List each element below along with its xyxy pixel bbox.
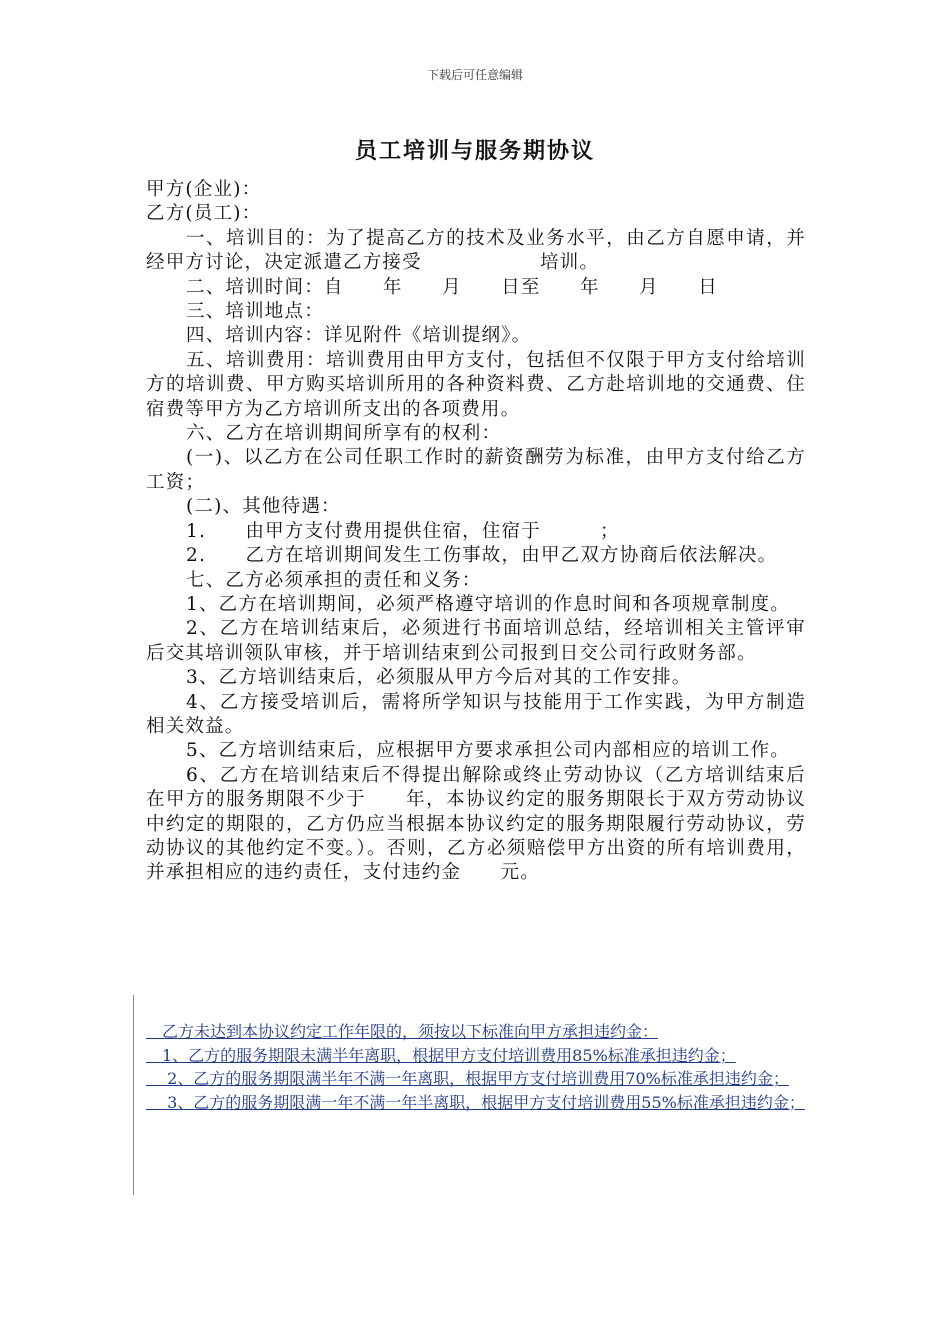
document-body bbox=[146, 178, 806, 886]
revision-bar bbox=[133, 995, 134, 1195]
paragraph: (二)、其他待遇： bbox=[186, 496, 341, 518]
tracked-insertion bbox=[146, 1091, 806, 1115]
paragraph: 二、培训时间：自 年 月 日至 年 月 日 bbox=[186, 276, 718, 298]
paragraph: 1. 由甲方支付费用提供住宿，住宿于 ； bbox=[186, 520, 620, 542]
paragraph: 2. 乙方在培训期间发生工伤事故，由甲乙双方协商后依法解决。 bbox=[186, 545, 778, 567]
paragraph: (一)、以乙方在公司任职工作时的薪资酬劳为标准，由甲方支付给乙方工资； bbox=[146, 447, 806, 493]
tracked-insertion bbox=[146, 1044, 806, 1068]
tracked-insertion bbox=[146, 1020, 806, 1044]
document-title: 员工培训与服务期协议 bbox=[354, 138, 595, 164]
paragraph: 五、培训费用：培训费用由甲方支付，包括但不仅限于甲方支付给培训方的培训费、甲方购买培训所用的各种资料费、乙方赴培训地的交通费、住宿费等甲方为乙方培训所支出的各项费用。 bbox=[146, 349, 806, 420]
paragraph: 七、乙方必须承担的责任和义务： bbox=[186, 569, 482, 591]
tracked-text: 乙方未达到本协议约定工作年限的，须按以下标准向甲方承担违约金： bbox=[146, 1022, 659, 1041]
tracked-text: 1、乙方的服务期限未满半年离职，根据甲方支付培训费用85%标准承担违约金； bbox=[146, 1045, 736, 1065]
paragraph: 甲方(企业)： bbox=[146, 179, 262, 200]
paragraph: 6、乙方在培训结束后不得提出解除或终止劳动协议（乙方培训结束后在甲方的服务期限不少于 年，本协议约定的服务期限长于双方劳动协议中约定的期限的，乙方仍应当根据本协议约定的服务期限履行劳动协议，劳动协议的其他约定不变。）。否则，乙方必须赔偿甲方出资的所有培训费用，并承担相应的违约责任，支付违约金 元。 bbox=[146, 764, 806, 884]
tracked-insertion bbox=[146, 1067, 806, 1091]
tracked-changes bbox=[146, 1020, 806, 1114]
paragraph: 1、乙方在培训期间，必须严格遵守培训的作息时间和各项规章制度。 bbox=[186, 593, 790, 615]
paragraph: 三、培训地点： bbox=[186, 301, 324, 323]
paragraph: 乙方(员工)： bbox=[146, 203, 262, 225]
paragraph: 5、乙方培训结束后，应根据甲方要求承担公司内部相应的培训工作。 bbox=[186, 740, 790, 762]
paragraph: 四、培训内容：详见附件《培训提纲》。 bbox=[186, 325, 532, 347]
paragraph: 一、培训目的：为了提高乙方的技术及业务水平，由乙方自愿申请，并经甲方讨论，决定派遣乙方接受 培训。 bbox=[146, 227, 806, 274]
paragraph: 2、乙方在培训结束后，必须进行书面培训总结，经培训相关主管评审后交其培训领队审核，并于培训结束到公司报到日交公司行政财务部。 bbox=[146, 618, 806, 664]
paragraph: 4、乙方接受培训后，需将所学知识与技能用于工作实践，为甲方制造相关效益。 bbox=[146, 691, 806, 737]
page-header: 下载后可任意编辑 bbox=[426, 68, 523, 82]
paragraph: 六、乙方在培训期间所享有的权利： bbox=[186, 423, 502, 445]
tracked-text: 3、乙方的服务期限满一年不满一年半离职，根据甲方支付培训费用55%标准承担违约金； bbox=[146, 1092, 805, 1112]
paragraph: 3、乙方培训结束后，必须服从甲方今后对其的工作安排。 bbox=[186, 667, 692, 689]
tracked-text: 2、乙方的服务期限满半年不满一年离职，根据甲方支付培训费用70%标准承担违约金； bbox=[146, 1069, 789, 1088]
